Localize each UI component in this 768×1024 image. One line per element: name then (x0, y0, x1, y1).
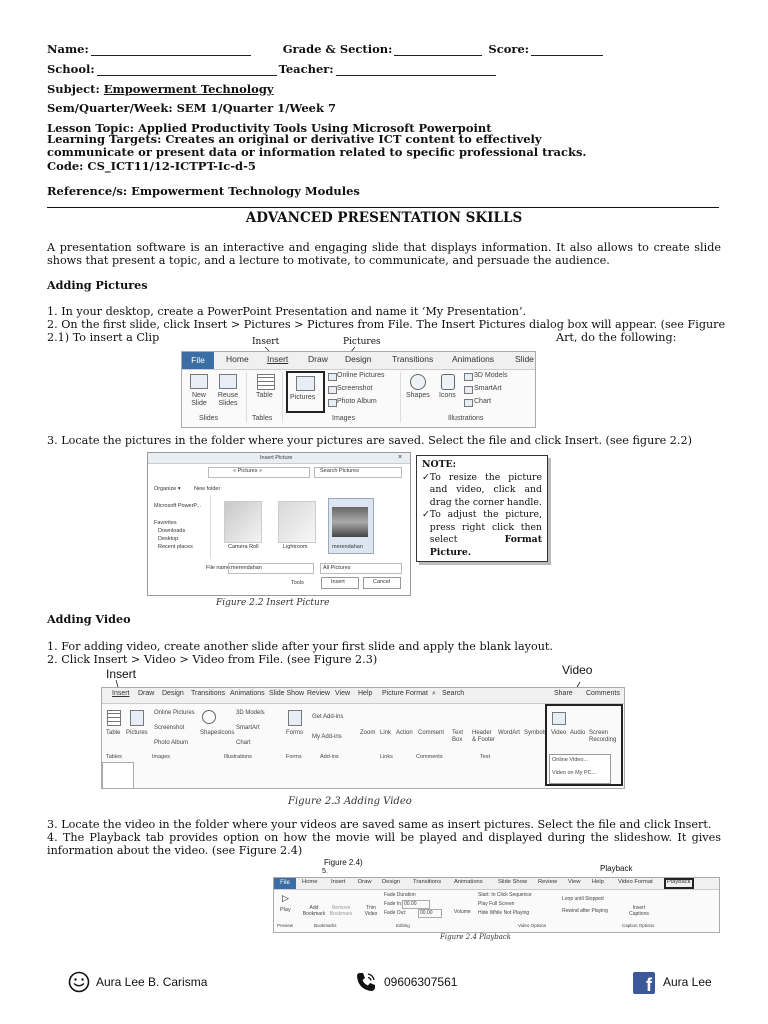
figure-2-2-caption: Figure 2.2 Insert Picture (216, 598, 330, 608)
tab-draw[interactable]: Draw (358, 879, 372, 885)
new-folder-button[interactable]: New folder (194, 486, 221, 492)
add-bookmark-button[interactable]: Add Bookmark (302, 905, 326, 917)
chart-button[interactable]: Chart (474, 398, 492, 405)
sem-line: Sem/Quarter/Week: SEM 1/Quarter 1/Week 7 (47, 101, 336, 115)
online-pictures-icon (328, 373, 337, 381)
fade-out-label: Fade Out: (384, 910, 407, 916)
tab-transitions[interactable]: Transitions (191, 690, 225, 697)
sidebar-item-powerpoint[interactable]: Microsoft PowerP... (154, 503, 201, 509)
tab-playback[interactable]: Playback (667, 879, 691, 885)
forms-button[interactable]: Forms (286, 730, 303, 736)
insert-captions-button[interactable]: Insert Captions (629, 905, 649, 917)
note-item-1-text: To resize the picture and video, click and drag the corner handle. (429, 471, 542, 508)
sidebar-item-favorites[interactable]: Favorites (154, 520, 177, 526)
figure-2-3-caption: Figure 2.3 Adding Video (288, 796, 412, 807)
school-row (47, 62, 498, 76)
tab-slide[interactable]: Slide (515, 354, 534, 364)
lesson-topic: Lesson Topic: Applied Productivity Tools Using Microsoft Powerpoint (47, 121, 492, 135)
pictures-button[interactable]: Pictures (290, 394, 316, 401)
chart-icon (464, 399, 473, 407)
note-item-2-bold: Format Picture. (429, 534, 542, 558)
ribbon-playback (273, 877, 720, 933)
forms-icon (288, 710, 302, 726)
file-lightroom: Lightroom (283, 544, 308, 550)
menu-online-video[interactable]: Online Video... (552, 757, 588, 763)
insert-button-label: Insert (331, 579, 345, 585)
note-item-2: ✓ To adjust the picture, press right click then select Format Picture. (422, 509, 542, 558)
callout-insert: Insert (252, 337, 280, 347)
text-box-button[interactable]: Text Box (452, 730, 464, 743)
loop-checkbox[interactable]: Loop until Stopped (562, 896, 604, 902)
video-step1: 1. For adding video, create another slide after your first slide and apply the blank layout. (47, 640, 553, 653)
fade-in-value: 00.00 (404, 901, 417, 907)
name-row (47, 42, 605, 56)
reference-line: Reference/s: Empowerment Technology Modules (47, 184, 360, 198)
pictures-step3: 3. Locate the pictures in the folder where your pictures are saved. Select the file and click Insert. (see figure 2.2) (47, 434, 692, 447)
file-merendahan: merendahan (332, 544, 363, 550)
pictures-step2b: 2.1) To insert a Clip (47, 331, 160, 344)
hide-not-playing-checkbox[interactable]: Hide While Not Playing (478, 910, 530, 916)
group-editing-label: Editing (396, 923, 410, 928)
group-illustrations-label: Illustrations (224, 754, 252, 760)
school-blank[interactable] (97, 74, 277, 76)
comment-button[interactable]: Comment (418, 730, 445, 736)
3d-models-icon (464, 373, 473, 381)
tab-picture-format[interactable]: Picture Format (382, 690, 428, 697)
tab-review[interactable]: Review (538, 879, 558, 885)
footer-author: Aura Lee B. Carisma (96, 975, 208, 989)
phone-icon (354, 970, 378, 994)
facebook-icon[interactable]: f (633, 972, 655, 994)
group-forms-label: Forms (286, 754, 302, 760)
volume-button[interactable]: Volume (454, 909, 471, 915)
learning-targets: Learning Targets: Creates an original or derivative ICT content to effectively communicate or present data or information related to specific professional tracks. (47, 132, 587, 159)
reuse-slides-icon (219, 374, 237, 389)
start-select[interactable]: Start: In Click Sequence (478, 892, 532, 898)
tab-home[interactable]: Home (226, 354, 249, 364)
teacher-blank[interactable] (336, 74, 496, 76)
video-step4: 4. The Playback tab provides option on how the movie will be played and displayed during the slideshow. It gives information about the video. (see Figure 2.4) (47, 831, 721, 857)
group-sep (246, 372, 247, 423)
pictures-icon (130, 710, 144, 726)
shapes-icon (410, 374, 426, 390)
new-slide-icon (190, 374, 208, 389)
tab-animations[interactable]: Animations (454, 879, 483, 885)
file-camera-roll: Camera Roll (228, 544, 259, 550)
note-box (416, 455, 548, 562)
tab-design[interactable]: Design (382, 879, 401, 885)
name-blank[interactable] (91, 54, 251, 56)
subject-value: Empowerment Technology (103, 82, 274, 96)
group-tables-label: Tables (106, 754, 122, 760)
video-step3: 3. Locate the video in the folder where your videos are saved same as insert pictures. Select the file and click Insert. (47, 818, 712, 831)
ribbon-insert-pictures (181, 351, 536, 428)
rewind-checkbox[interactable]: Rewind after Playing (562, 908, 608, 914)
footer-facebook[interactable]: Aura Lee (663, 975, 712, 989)
table-icon (257, 374, 275, 390)
callout-playback: Playback (600, 864, 633, 873)
folder-icon[interactable] (224, 501, 262, 543)
intro-paragraph: A presentation software is an interactive and engaging slide that displays information. It also allows to create slide shows that present a topic, and a lecture to motivate, to communicate, and persuade the audience. (47, 241, 721, 267)
screenshot-icon (328, 386, 337, 394)
group-caption-options-label: Caption Options (622, 923, 655, 928)
callout-video: Video (562, 663, 593, 677)
figure-2-4-label: Figure 2.4) (324, 858, 363, 867)
callout-pictures: Pictures (343, 337, 381, 347)
video-button[interactable]: Video (551, 730, 567, 736)
pictures-heading: Adding Pictures (47, 278, 148, 292)
tab-view[interactable]: View (568, 879, 581, 885)
tab-transitions[interactable]: Transitions (413, 879, 442, 885)
pictures-button[interactable]: Pictures (126, 730, 148, 736)
screenshot-button[interactable]: Screenshot (154, 725, 185, 731)
my-addins-button[interactable]: My Add-ins (312, 734, 342, 740)
online-pictures-button[interactable]: Online Pictures (154, 710, 195, 716)
file-name-label: File name: (206, 565, 232, 571)
fade-out-value: 00.00 (420, 910, 433, 916)
group-links-label: Links (380, 754, 393, 760)
photo-album-icon (328, 399, 337, 407)
3d-models-button[interactable]: 3D Models (474, 372, 508, 379)
score-blank[interactable] (531, 54, 603, 56)
tab-transitions[interactable]: Transitions (392, 354, 434, 364)
pictures-step2a: 2. On the first slide, click Insert > Pictures > Pictures from File. The Insert Pictures dialog box will appear. (see Figure (47, 318, 726, 331)
group-slides-label: Slides (199, 415, 219, 422)
group-bookmarks-label: Bookmarks (314, 923, 337, 928)
grade-label: Grade & Section: (282, 42, 393, 56)
tab-insert[interactable]: Insert (331, 879, 346, 885)
fade-duration-label: Fade Duration (384, 892, 416, 898)
smiley-icon (68, 971, 90, 993)
symbols-button[interactable]: Symbols (524, 730, 548, 736)
screen-recording-button[interactable]: Screen Recording (589, 730, 617, 743)
teacher-label: Teacher: (278, 62, 334, 76)
tab-design[interactable]: Design (162, 690, 184, 697)
group-images-label: Images (332, 415, 355, 422)
tab-help[interactable]: Help (592, 879, 604, 885)
dialog-title: Insert Picture (260, 455, 293, 461)
header-footer-button[interactable]: Header & Footer (472, 730, 496, 743)
shapes-icon (202, 710, 216, 724)
file-name-value: merendahan (231, 565, 262, 571)
tab-design[interactable]: Design (345, 354, 372, 364)
sidebar-item-desktop[interactable]: Desktop (158, 536, 179, 542)
table-button[interactable]: Table (256, 392, 273, 399)
play-icon: ▷ (282, 893, 289, 903)
tab-video-format[interactable]: Video Format (618, 879, 653, 885)
cancel-button-label: Cancel (373, 579, 391, 585)
group-tables-label: Tables (252, 415, 273, 422)
wordart-button[interactable]: WordArt (498, 730, 520, 736)
organize-button[interactable]: Organize ▾ (154, 486, 181, 492)
pictures-step2c: Art, do the following: (556, 331, 677, 344)
tab-help[interactable]: Help (358, 690, 373, 697)
pictures-step1: 1. In your desktop, create a PowerPoint Presentation and name it ‘My Presentation’. (47, 305, 527, 318)
callout-insert-2: Insert (106, 667, 137, 681)
online-pictures-button[interactable]: Online Pictures (337, 372, 385, 379)
tab-file[interactable]: File (182, 352, 214, 369)
icons-icon (441, 374, 455, 390)
get-addins-button[interactable]: Get Add-ins (312, 714, 344, 720)
note-item-2-text: To adjust the picture, press right click then select (429, 509, 542, 545)
footer-phone[interactable]: 09606307561 (384, 975, 458, 989)
file-type-value: All Pictures (323, 565, 351, 571)
search-icon[interactable]: ⌕ (432, 690, 436, 697)
tab-home[interactable]: Home (302, 879, 318, 885)
shapes-button[interactable]: Shapes (200, 730, 221, 736)
note-item-1: ✓ To resize the picture and video, click and drag the corner handle. (422, 471, 542, 508)
tab-insert[interactable]: Insert (267, 354, 289, 364)
chart-button[interactable]: Chart (236, 740, 251, 746)
step-number: 5. (322, 868, 328, 875)
tools-button[interactable]: Tools (291, 580, 304, 586)
group-preview-label: Preview (277, 923, 294, 928)
table-icon (107, 710, 121, 726)
table-button[interactable]: Table (106, 730, 121, 736)
share-button[interactable]: Share (554, 690, 573, 697)
sidebar-item-recent[interactable]: Recent places (158, 544, 193, 550)
smartart-button[interactable]: SmartArt (474, 385, 502, 392)
fade-in-label: Fade In: (384, 901, 403, 907)
group-illustrations-label: Illustrations (448, 415, 484, 422)
action-button[interactable]: Action (396, 730, 413, 736)
tab-slide-show[interactable]: Slide Show (498, 879, 528, 885)
page-title: ADVANCED PRESENTATION SKILLS (245, 210, 523, 226)
tab-draw[interactable]: Draw (308, 354, 328, 364)
audio-button[interactable]: Audio (570, 730, 586, 736)
search-box[interactable]: Search (442, 690, 465, 697)
group-sep (282, 372, 283, 423)
name-label: Name: (47, 42, 89, 56)
video-icon (552, 712, 566, 725)
comments-button[interactable]: Comments (586, 690, 620, 697)
remove-bookmark-button[interactable]: Remove Bookmark (329, 905, 353, 917)
3d-models-button[interactable]: 3D Models (236, 710, 265, 716)
slide-thumbnail[interactable] (102, 762, 134, 789)
play-full-screen-checkbox[interactable]: Play Full Screen (478, 901, 515, 907)
video-step2: 2. Click Insert > Video > Video from File. (see Figure 2.3) (47, 653, 378, 666)
zoom-button[interactable]: Zoom (360, 730, 376, 736)
group-text-label: Text (480, 754, 491, 760)
insert-picture-dialog (147, 452, 411, 596)
score-label: Score: (488, 42, 530, 56)
icons-button[interactable]: Icons (439, 392, 456, 399)
close-icon[interactable]: × (398, 454, 403, 461)
group-addins-label: Add-ins (320, 754, 339, 760)
smartart-icon (464, 386, 473, 394)
search-placeholder: Search Pictures (320, 468, 359, 474)
group-video-options-label: Video Options (518, 923, 547, 928)
tab-animations[interactable]: Animations (452, 354, 495, 364)
tab-review[interactable]: Review (307, 690, 330, 697)
shapes-button[interactable]: Shapes (406, 392, 430, 399)
group-sep (400, 372, 401, 423)
reuse-slides-button[interactable]: Reuse Slides (217, 392, 239, 407)
trim-video-button[interactable]: Trim Video (364, 905, 378, 917)
tab-file[interactable]: File (274, 878, 296, 889)
tab-view[interactable]: View (335, 690, 351, 697)
tab-insert[interactable]: Insert (112, 690, 130, 697)
photo-album-button[interactable]: Photo Album (154, 740, 189, 746)
note-title: NOTE: (422, 459, 457, 470)
tab-draw[interactable]: Draw (138, 690, 155, 697)
sidebar-item-downloads[interactable]: Downloads (158, 528, 186, 534)
subject-row (47, 82, 274, 96)
group-comments-label: Comments (416, 754, 443, 760)
figure-2-4-caption: Figure 2.4 Playback (440, 933, 512, 941)
subject-label: Subject: (47, 82, 100, 96)
menu-video-on-pc[interactable]: Video on My PC... (552, 770, 597, 776)
image-thumbnail (332, 507, 368, 537)
school-label: School: (47, 62, 95, 76)
group-images-label: Images (152, 754, 171, 760)
header-divider (47, 207, 719, 208)
code-line: Code: CS_ICT11/12-ICTPT-Ic-d-5 (47, 159, 256, 173)
video-heading: Adding Video (47, 612, 131, 626)
link-button[interactable]: Link (380, 730, 392, 736)
tab-slide-show[interactable]: Slide Show (269, 690, 305, 697)
ribbon-insert-video (101, 687, 625, 789)
grade-blank[interactable] (394, 54, 482, 56)
folder-icon[interactable] (278, 501, 316, 543)
icons-button[interactable]: Icons (220, 730, 235, 736)
photo-album-button[interactable]: Photo Album (337, 398, 377, 405)
pictures-icon (296, 376, 315, 391)
path-text: « Pictures » (233, 468, 263, 474)
smartart-button[interactable]: SmartArt (236, 725, 260, 731)
tab-animations[interactable]: Animations (230, 690, 265, 697)
screenshot-button[interactable]: Screenshot (337, 385, 373, 392)
play-button[interactable]: Play (280, 907, 291, 913)
new-slide-button[interactable]: New Slide (191, 392, 207, 407)
